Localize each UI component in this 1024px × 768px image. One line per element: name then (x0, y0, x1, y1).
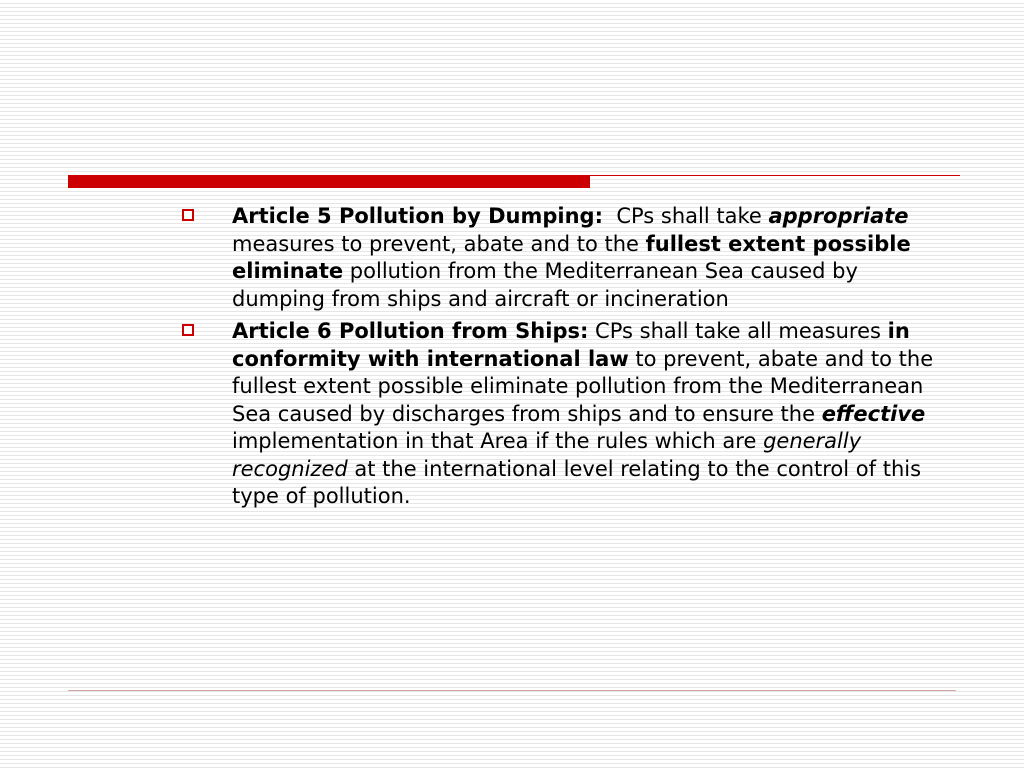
text-run: implementation in that Area if the rules which are (232, 429, 764, 453)
text-run: CPs shall take all measures (588, 319, 888, 343)
text-run: pollution from the Mediterranean Sea caused by dumping from ships and aircraft or incineration (232, 259, 858, 311)
slide-body (180, 203, 950, 516)
footer-divider-line (68, 690, 956, 691)
text-run: measures to prevent, abate and to the (232, 231, 646, 256)
header-accent-line (590, 175, 960, 176)
bullet-item-article-5 (180, 203, 950, 313)
header-accent-bar (68, 175, 590, 188)
square-bullet-icon (182, 209, 194, 221)
emphasis-text: appropriate (768, 204, 909, 228)
text-run: CPs shall take (602, 204, 769, 228)
text-run: to prevent, abate and to the fullest extent possible eliminate pollution from the Mediterranean Sea caused by discharges from ships and to ensure the (232, 346, 934, 426)
bullet-item-article-6 (180, 318, 950, 511)
emphasis-text: effective (821, 401, 926, 426)
article-heading: Article 6 Pollution from Ships: (232, 319, 589, 343)
emphasis-text: fullest extent possible eliminate (232, 231, 911, 283)
text-run: at the international level relating to the control of this type of pollution. (232, 456, 922, 508)
bullet-text (232, 203, 950, 313)
italic-text: generally recognized (232, 429, 862, 481)
bullet-text (232, 318, 950, 511)
square-bullet-icon (182, 324, 194, 336)
article-heading: Article 5 Pollution by Dumping: (232, 204, 603, 228)
emphasis-text: in conformity with international law (232, 319, 910, 371)
